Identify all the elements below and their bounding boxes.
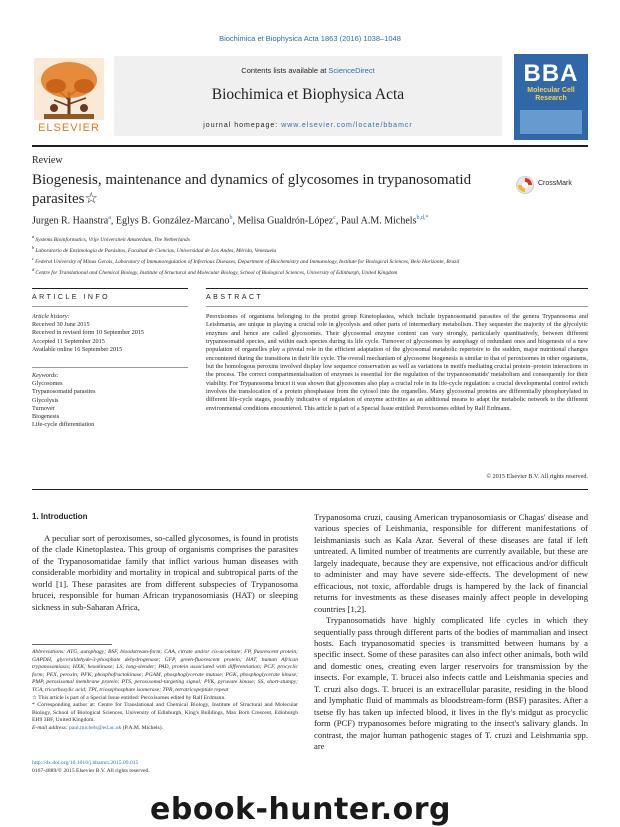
abbreviations-note: Abbreviations: ATG, autophagy; BSF, bloodstream-form; CAA, citrate and/or cis-aconitate; FP, fluorescent protein; GAPDH, glyceraldehyde-3-phosphate dehydrogenase; GFP, green-fluorescent protein; HAT, human African trypanosomiasis; HXK, hexokinase; LS, long-slender; PAD, protein associated with differentiation; PCF, procyclic form; PEX, peroxin; PFK, phosphofructokinase; PGAM, phosphoglycerate mutase; PGK, phosphoglycerate kinase; PMP, peroxisomal membrane protein; PTS, peroxisomal-targeting signal; PYK, pyruvate kinase; SS, short-stumpy; TCA, tricarboxylic acid; TPI, triosephosphate isomerase; TPR, tetratricopeptide repeat bbox=[32, 649, 298, 693]
email-label: E-mail address: bbox=[32, 724, 70, 731]
keyword: Turnover bbox=[32, 404, 55, 412]
intro-paragraph: Trypanosoma cruzi, causing American trypanosomiasis or Chagas' disease and various species of Leishmania, responsible for different manifestations of leishmaniasis such as Kala Azar. Several of these diseases are fatal if left untreated. A limited number of treatments are currently available, but these are largely inadequate, because they are expensive, not efficacious and/or difficult to administer and may have severe side-effects. The development of new efficacious, not toxic, affordable drugs is hampered by the lack of financial returns for investments as these diseases mainly affect people in developing countries [1,2]. bbox=[314, 512, 588, 614]
affiliation-text: Centre for Translational and Chemical Biology, Institute of Structural and Molecular Biology, School of Biological Sciences, University of Edinburgh, United Kingdom bbox=[35, 269, 398, 276]
corresponding-author-marker[interactable]: * bbox=[425, 215, 429, 221]
article-title: Biogenesis, maintenance and dynamics of glycosomes in trypanosomatid parasites☆ bbox=[32, 172, 472, 207]
abstract-rule-mid bbox=[206, 306, 588, 307]
doi-link[interactable]: http://dx.doi.org/10.1016/j.bbamcr.2015.09.015 bbox=[32, 760, 139, 766]
author-name[interactable]: Paul A.M. Michels bbox=[340, 215, 417, 227]
keywords-label: Keywords: bbox=[32, 372, 59, 380]
contents-prefix: Contents lists available at bbox=[241, 66, 329, 75]
affiliation-text: Federal University of Minas Gerais, Laboratory of Immunoregulation of Infectious Diseases, Department of Biochemistry and Immunology, Institute for Biological Sciences, Belo Horizonte, Brazil bbox=[35, 258, 460, 265]
elsevier-wordmark: ELSEVIER bbox=[38, 122, 100, 134]
special-issue-note: ☆ This article is part of a Special Issue entitled: Peroxisomes edited by Ralf Erdmann. bbox=[32, 694, 226, 701]
crossmark-label: CrossMark bbox=[538, 180, 572, 187]
abstract-rule-bottom bbox=[32, 489, 588, 490]
cover-artwork bbox=[520, 110, 582, 134]
affiliation-marker: a bbox=[32, 234, 36, 239]
affiliation-text: Laboratorio de Enzimología de Parásitos, Facultad de Ciencias, Universidad de Los Andes, Mérida, Venezuela bbox=[35, 247, 277, 254]
sciencedirect-link[interactable]: ScienceDirect bbox=[328, 66, 375, 75]
cover-logo: BBA bbox=[523, 60, 579, 87]
abstract-heading: ABSTRACT bbox=[206, 294, 264, 301]
elsevier-logo bbox=[32, 56, 106, 136]
abstract-rule-top bbox=[206, 288, 588, 289]
issn-line: 0167-4889/© 2015 Elsevier B.V. All rights reserved. bbox=[32, 767, 150, 774]
affiliation-line bbox=[32, 244, 588, 255]
author-affiliation-marker[interactable]: b bbox=[229, 215, 233, 221]
footnotes bbox=[32, 649, 298, 733]
email-link[interactable]: paul.michels@ed.ac.uk bbox=[69, 724, 122, 731]
article-info-heading: ARTICLE INFO bbox=[32, 294, 111, 301]
keyword: Biogenesis bbox=[32, 413, 60, 421]
affiliation-line bbox=[32, 266, 588, 277]
author-affiliation-marker[interactable]: b,d, bbox=[416, 215, 426, 221]
intro-heading: 1. Introduction bbox=[32, 512, 88, 521]
abstract-text: Peroxisomes of organisms belonging to the protist group Kinetoplastea, which include trypanosomatid parasites of the genera Trypanosoma and Leishmania, are unique in playing a crucial role in glycolysis and other parts of intermediary metabolism. They sequester the majority of the glycolytic enzymes and hence are called glycosomes. Their glycosomal enzyme content can vary strongly, particularly quantitatively, between different trypanosomatid species, and within each species during its life cycle. Turnover of glycosomes by autophagy of redundant ones and biogenesis of a new population of organelles play a pivotal role in the efficient adaptation of the glycosomal metabolic repertoire to the sudden, major nutritional changes encountered during the transitions in their life cycle. The overall mechanism of glycosome biogenesis is similar to that of peroxisomes in other organisms, but the homologous peroxins involved display low sequence conservation as well as variations in motifs mediating crucial protein–protein interactions in the process. The correct compartmentalisation of enzymes is essential for the regulation of the trypanosomatids' metabolism and consequently for their viability. For Trypanosoma brucei it was shown that glycosomes also play a crucial role in its life-cycle regulation: a crucial developmental control switch involves the translocation of a protein phosphatase from the cytosol into the organelles. Many glycosomal proteins are differentially phosphorylated in different life-cycle stages, possibly indicative of regulation of enzyme activities as an additional means to adapt the metabolic network to the different environmental conditions encountered. This article is part of a Special Issue entitled: Peroxisomes edited by Ralf Erdmann. bbox=[206, 313, 588, 412]
history-label: Article history: bbox=[32, 313, 70, 320]
history-line: Accepted 11 September 2015 bbox=[32, 337, 105, 345]
info-rule-top bbox=[32, 288, 188, 289]
watermark-text: ebook-hunter.org bbox=[150, 792, 451, 827]
homepage-prefix: journal homepage: bbox=[203, 122, 282, 129]
intro-paragraph: Trypanosomatids have highly complicated life cycles in which they sequentially pass through different parts of the bodies of mammalian and insect hosts. Each trypanosomatid species is transmitted between humans by a specific insect. Some of these parasites can also infect other animals, both wild and domestic ones, creating even larger reservoirs for transmission by the insects. For example, T. brucei also infects cattle and Leishmania species and T. cruzi also dogs. T. brucei is an extracellular parasite, residing in the blood and lymphatic fluid of mammals as bloodstream-form (BSF) parasites. After a tsetse fly has taken up infected blood, it lives in the fly's midgut as procyclic form (PCF) trypanosomes before migrating to the insect's salivary glands. In contrast, the major human pathogenic stages of T. cruzi and Leishmania spp. are bbox=[314, 615, 588, 752]
keyword: Life-cycle differentiation bbox=[32, 421, 95, 429]
doi-block bbox=[32, 760, 150, 775]
journal-homepage-line bbox=[114, 122, 502, 129]
keyword: Glycosomes bbox=[32, 380, 63, 388]
intro-right-column bbox=[314, 512, 588, 753]
email-line bbox=[32, 725, 298, 733]
author-affiliation-marker[interactable]: a bbox=[108, 215, 111, 221]
affiliation-marker: b bbox=[32, 245, 36, 250]
affiliation-marker: c bbox=[32, 256, 36, 261]
contents-line bbox=[114, 66, 502, 75]
header-rule bbox=[32, 145, 588, 147]
journal-cover-image bbox=[514, 54, 588, 140]
author-name[interactable]: Jurgen R. Haanstra bbox=[32, 215, 109, 227]
abstract-copyright: © 2015 Elsevier B.V. All rights reserved. bbox=[486, 473, 588, 480]
history-line: Received 30 June 2015 bbox=[32, 321, 90, 329]
footnote-rule bbox=[32, 644, 112, 645]
affiliation-list bbox=[32, 233, 588, 277]
cover-subtitle: Molecular Cell Research bbox=[527, 87, 575, 102]
affiliation-line bbox=[32, 233, 588, 244]
intro-paragraph: A peculiar sort of peroxisomes, so-called glycosomes, is found in protists of the clade Kinetoplastea. This group of organisms comprises the parasites of the Trypanosomatidae family that inflict various human diseases with considerable morbidity and mortality in tropical and subtropical parts of the world [1]. These parasites are from different subspecies of Trypanosoma brucei, responsible for human African trypanosomiasis (HAT) or sleeping sickness in sub-Saharan Africa, bbox=[32, 533, 298, 612]
corresponding-author-note: * Corresponding author at: Centre for Translational and Chemical Biology, Institute of Structural and Molecular Biology, School of Biological Sciences, University of Edinburgh, King's Buildings, Max Born Crescent, Edinburgh EH9 3BF, United Kingdom. bbox=[32, 702, 298, 724]
affiliation-marker: d bbox=[32, 267, 36, 272]
history-line: Received in revised form 10 September 2015 bbox=[32, 329, 145, 337]
author-name[interactable]: Melisa Gualdrón-López bbox=[237, 215, 334, 227]
info-divider bbox=[32, 354, 188, 368]
journal-title: Biochimica et Biophysica Acta bbox=[211, 86, 405, 103]
author-list: Jurgen R. Haanstra$^a$, Eglys B. González-Marcano$^b$, Melisa Gualdrón-López$^c$, Paul A.M. Michels$^{b,d,*}$ bbox=[32, 215, 429, 227]
homepage-link[interactable]: www.elsevier.com/locate/bbamcr bbox=[281, 122, 413, 129]
crossmark-button[interactable] bbox=[516, 176, 588, 194]
crossmark-icon bbox=[516, 176, 534, 194]
info-rule-mid bbox=[32, 306, 188, 307]
history-line: Available online 16 September 2015 bbox=[32, 345, 123, 353]
author-name[interactable]: Eglys B. González-Marcano bbox=[115, 215, 230, 227]
article-info bbox=[32, 313, 188, 429]
keyword: Glycolysis bbox=[32, 396, 59, 404]
affiliation-line bbox=[32, 255, 588, 266]
author-affiliation-marker[interactable]: c bbox=[333, 215, 336, 221]
journal-citation[interactable]: Biochimica et Biophysica Acta 1863 (2016) 1038–1048 bbox=[219, 34, 401, 43]
article-type: Review bbox=[32, 155, 63, 166]
keyword: Trypanosomatid parasites bbox=[32, 388, 96, 396]
email-suffix: (P.A.M. Michels). bbox=[121, 724, 163, 731]
affiliation-text: Systems Bioinformatics, Vrije Universiteit Amsterdam, The Netherlands bbox=[35, 236, 190, 243]
